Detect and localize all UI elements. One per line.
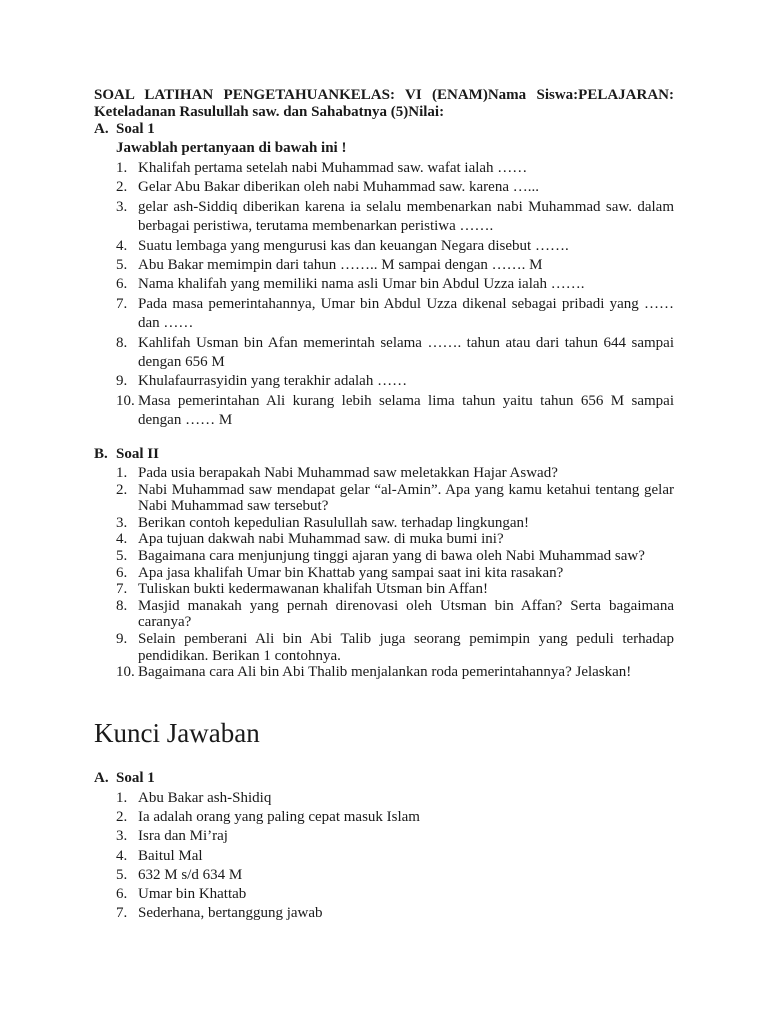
answer-item-number: 5. (116, 866, 128, 883)
question-item (116, 372, 674, 391)
answer-item-number: 4. (116, 847, 128, 864)
answer-item-text: 632 M s/d 634 M (138, 866, 243, 883)
question-item (116, 392, 674, 431)
question-item (116, 482, 674, 515)
question-item (116, 465, 674, 482)
answer-item (116, 847, 674, 866)
question-item-number: 9. (116, 630, 128, 647)
answer-key-section-heading (94, 770, 155, 787)
question-item-number: 10. (116, 664, 135, 681)
question-item-text: Masjid manakah yang pernah direnovasi oleh Utsman bin Affan? Serta bagaimana caranya? (138, 597, 674, 631)
answer-item (116, 866, 674, 885)
question-item (116, 565, 674, 582)
section-b-title: Soal II (116, 446, 159, 462)
answer-key-title: Kunci Jawaban (94, 718, 260, 748)
section-b-question-list (116, 465, 674, 681)
answer-key-list (116, 789, 674, 923)
section-a-heading (94, 121, 155, 138)
question-item-text: Bagaimana cara menjunjung tinggi ajaran yang di bawa oleh Nabi Muhammad saw? (138, 547, 645, 564)
answer-item (116, 808, 674, 827)
question-item-text: Masa pemerintahan Ali kurang lebih selama lima tahun yaitu tahun 656 M sampai dengan …… M (138, 392, 674, 429)
answer-key-section-letter: A. (94, 770, 109, 786)
question-item (116, 237, 674, 256)
question-item-number: 7. (116, 295, 128, 312)
answer-item-number: 3. (116, 828, 128, 845)
question-item-text: Pada usia berapakah Nabi Muhammad saw meletakkan Hajar Aswad? (138, 465, 558, 481)
answer-item (116, 904, 674, 923)
question-item-text: Pada masa pemerintahannya, Umar bin Abdul Uzza dikenal sebagai pribadi yang …… dan …… (138, 295, 674, 332)
section-b-letter: B. (94, 446, 108, 462)
question-item-number: 1. (116, 160, 128, 176)
answer-item-text: Isra dan Mi’raj (138, 828, 228, 845)
answer-item (116, 827, 674, 846)
question-item-text: Khalifah pertama setelah nabi Muhammad saw. wafat ialah …… (138, 160, 528, 176)
question-item-text: gelar ash-Siddiq diberikan karena ia selalu membenarkan nabi Muhammad saw. dalam berbagai peristiwa, terutama membenarkan peristiwa ……. (138, 198, 674, 235)
question-item (116, 178, 674, 197)
answer-item (116, 885, 674, 904)
question-item-number: 2. (116, 481, 128, 498)
question-item-text: Khulafaurrasyidin yang terakhir adalah …… (138, 373, 408, 390)
header-line-1: SOAL LATIHAN PENGETAHUANKELAS: VI (ENAM)Nama Siswa:PELAJARAN: (94, 87, 674, 103)
answer-item-number: 1. (116, 790, 128, 806)
question-item-text: Berikan contoh kepedulian Rasulullah saw. terhadap lingkungan! (138, 514, 530, 531)
question-item-number: 9. (116, 373, 128, 390)
section-b-heading (94, 446, 159, 463)
answer-item-number: 6. (116, 886, 128, 903)
question-item-number: 3. (116, 514, 128, 531)
question-item-text: Nama khalifah yang memiliki nama asli Umar bin Abdul Uzza ialah ……. (138, 276, 585, 293)
question-item (116, 598, 674, 631)
question-item (116, 256, 674, 275)
answer-item-text: Sederhana, bertanggung jawab (138, 905, 323, 922)
question-item (116, 531, 674, 548)
question-item-number: 5. (116, 257, 128, 274)
question-item (116, 334, 674, 373)
question-item-number: 6. (116, 276, 128, 293)
section-a-letter: A. (94, 121, 109, 137)
question-item-text: Kahlifah Usman bin Afan memerintah selama ……. tahun atau dari tahun 644 sampai dengan 656 M (138, 334, 674, 371)
question-item-number: 3. (116, 198, 128, 215)
question-item-text: Tuliskan bukti kedermawanan khalifah Utsman bin Affan! (138, 581, 488, 598)
question-item-number: 8. (116, 334, 128, 351)
question-item (116, 515, 674, 532)
question-item-number: 10. (116, 392, 135, 409)
question-item-text: Selain pemberani Ali bin Abi Talib juga seorang pemimpin yang peduli terhadap pendidikan. Berikan 1 contohnya. (138, 630, 674, 664)
section-a-title: Soal 1 (116, 121, 155, 137)
question-item-number: 6. (116, 564, 128, 581)
question-item-text: Nabi Muhammad saw mendapat gelar “al-Amin”. Apa yang kamu ketahui tentang gelar Nabi Muhammad saw tersebut? (138, 481, 674, 515)
question-item (116, 631, 674, 664)
question-item-number: 1. (116, 465, 128, 481)
question-item (116, 548, 674, 565)
question-item-number: 5. (116, 547, 128, 564)
question-item-text: Apa tujuan dakwah nabi Muhammad saw. di muka bumi ini? (138, 531, 504, 548)
question-item (116, 198, 674, 237)
question-item-number: 2. (116, 179, 128, 196)
section-a-question-list (116, 159, 674, 431)
answer-item (116, 789, 674, 808)
question-item-number: 8. (116, 597, 128, 614)
question-item (116, 295, 674, 334)
question-item-number: 4. (116, 237, 128, 254)
question-item (116, 581, 674, 598)
question-item (116, 664, 674, 681)
question-item-text: Suatu lembaga yang mengurusi kas dan keuangan Negara disebut ……. (138, 237, 569, 254)
question-item-text: Gelar Abu Bakar diberikan oleh nabi Muhammad saw. karena …... (138, 179, 539, 196)
question-item-number: 7. (116, 581, 128, 598)
question-item-text: Bagaimana cara Ali bin Abi Thalib menjalankan roda pemerintahannya? Jelaskan! (138, 664, 632, 681)
answer-item-text: Ia adalah orang yang paling cepat masuk Islam (138, 809, 420, 826)
question-item-text: Abu Bakar memimpin dari tahun …….. M sampai dengan ……. M (138, 257, 543, 274)
header-line-2: Keteladanan Rasulullah saw. dan Sahabatnya (5)Nilai: (94, 104, 445, 120)
answer-key-section-title: Soal 1 (116, 770, 155, 786)
question-item-number: 4. (116, 531, 128, 548)
question-item (116, 159, 674, 178)
answer-item-text: Abu Bakar ash-Shidiq (138, 790, 272, 806)
worksheet-header (94, 87, 674, 121)
section-a-instruction: Jawablah pertanyaan di bawah ini ! (116, 140, 347, 156)
answer-item-text: Baitul Mal (138, 847, 203, 864)
answer-item-number: 2. (116, 809, 128, 826)
question-item (116, 275, 674, 294)
question-item-text: Apa jasa khalifah Umar bin Khattab yang sampai saat ini kita rasakan? (138, 564, 564, 581)
answer-item-text: Umar bin Khattab (138, 886, 247, 903)
answer-item-number: 7. (116, 905, 128, 922)
